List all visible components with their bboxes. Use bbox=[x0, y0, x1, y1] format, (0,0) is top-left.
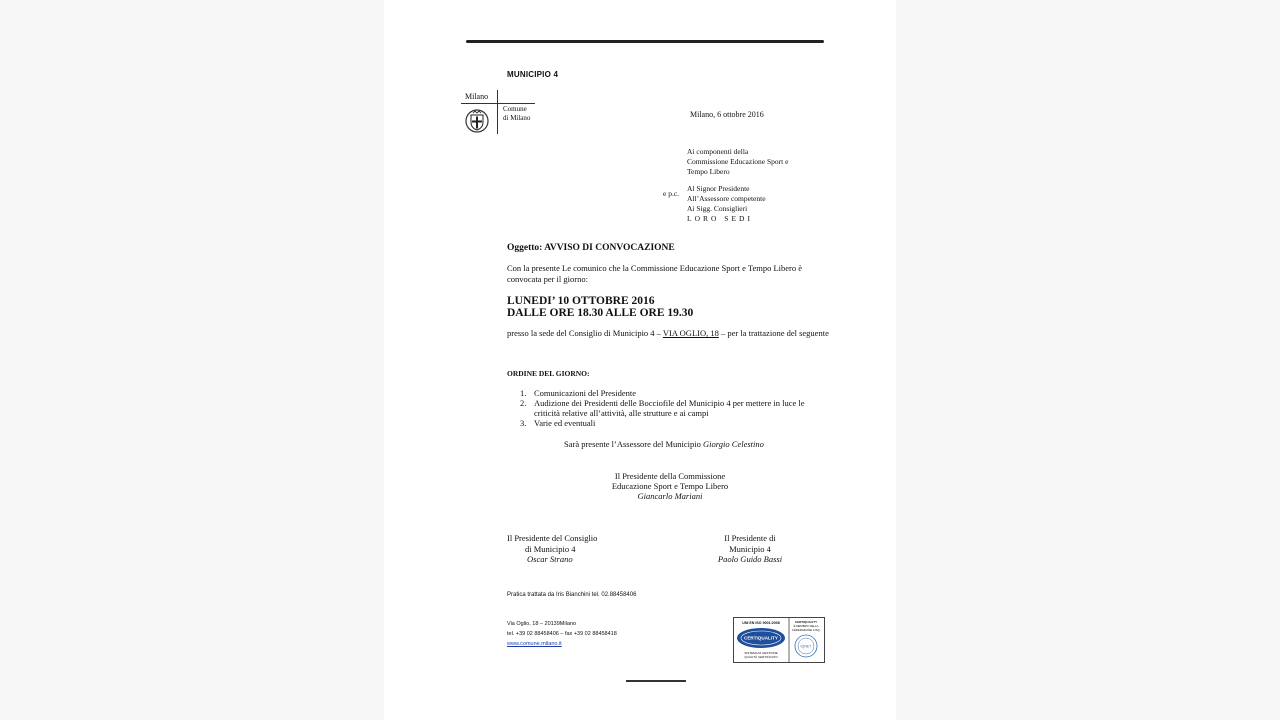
signature-title: Il Presidente di bbox=[724, 533, 776, 543]
document-page bbox=[384, 0, 896, 720]
agenda-title: ORDINE DEL GIORNO: bbox=[507, 369, 590, 378]
signature-name: Giancarlo Mariani bbox=[637, 491, 703, 501]
municipio-heading: MUNICIPIO 4 bbox=[507, 70, 559, 79]
subject-line: Oggetto: AVVISO DI CONVOCAZIONE bbox=[507, 243, 675, 253]
signature-title: Educazione Sport e Tempo Libero bbox=[611, 481, 729, 491]
assessore-note bbox=[564, 439, 764, 449]
assessore-text: Sarà presente l’Assessore del Municipio bbox=[564, 439, 704, 449]
logo-comune-line2: di Milano bbox=[503, 114, 531, 122]
epc-label: e p.c. bbox=[663, 189, 680, 198]
logo-divider-vertical bbox=[497, 90, 498, 134]
agenda-item-text: Audizione dei Presidenti delle Bocciofile del Municipio 4 per mettere in luce le criticità relative all’attività, alle strutture e ai campi bbox=[534, 398, 805, 418]
signature-title: Il Presidente del Consiglio bbox=[507, 533, 598, 543]
top-divider bbox=[466, 40, 824, 43]
signature-title: di Municipio 4 bbox=[525, 543, 576, 554]
pratica-note: Pratica trattata da Iris Bianchini tel. 02.88458406 bbox=[507, 592, 637, 598]
cc-line: Ai Sigg. Consiglieri bbox=[687, 204, 748, 213]
footer-phones: tel. +39 02 88458406 – fax +39 02 88458418 bbox=[507, 631, 617, 637]
signature-name: Oscar Strano bbox=[527, 554, 573, 564]
cert-caption: QUALITÀ CERTIFICATO bbox=[744, 655, 778, 659]
municipio-president-signature bbox=[700, 533, 800, 565]
footer-contacts bbox=[507, 619, 617, 649]
logo-comune-text bbox=[503, 105, 530, 123]
assessore-name: Giorgio Celestino bbox=[703, 439, 764, 449]
meeting-place bbox=[507, 328, 832, 339]
cc-line: Al Signor Presidente bbox=[687, 184, 750, 193]
intro-paragraph: Con la presente Le comunico che la Commissione Educazione Sport e Tempo Libero è convocata per il giorno: bbox=[507, 263, 803, 284]
logo-city-name: Milano bbox=[465, 92, 489, 101]
cc-line: All’Assessore competente bbox=[687, 194, 766, 203]
place-text-before: presso la sede del Consiglio di Municipio 4 – bbox=[507, 328, 663, 338]
cert-standard: UNI EN ISO 9001:2008 bbox=[742, 621, 780, 625]
recipient-line: Ai componenti della bbox=[687, 147, 749, 156]
agenda-item bbox=[520, 388, 830, 398]
agenda-item-text: Varie ed eventuali bbox=[534, 418, 596, 428]
meeting-datetime bbox=[507, 295, 693, 319]
recipient-line: Commissione Educazione Sport e bbox=[687, 157, 789, 166]
signature-title: Il Presidente della Commissione bbox=[614, 471, 726, 481]
meeting-date: LUNEDI’ 10 OTTOBRE 2016 bbox=[507, 295, 655, 307]
iqnet-label: IQNET bbox=[800, 644, 812, 649]
cisq-text: CERTIQUALITY bbox=[794, 620, 818, 624]
place-address: VIA OGLIO, 18 bbox=[662, 328, 719, 338]
footer-address: Via Oglio, 18 – 20139Milano bbox=[507, 621, 577, 627]
cert-brand: CERTIQUALITY bbox=[744, 635, 778, 641]
agenda-item-number: 1. bbox=[520, 388, 527, 398]
agenda-item-text: Comunicazioni del Presidente bbox=[534, 388, 636, 398]
logo-divider-horizontal bbox=[461, 103, 535, 104]
cert-caption: SISTEMA DI GESTIONE bbox=[744, 651, 778, 655]
meeting-hours: DALLE ORE 18.30 ALLE ORE 19.30 bbox=[507, 307, 694, 319]
crest-icon bbox=[463, 108, 491, 134]
agenda-list bbox=[520, 388, 830, 428]
agenda-item-number: 3. bbox=[520, 418, 527, 428]
agenda-item bbox=[520, 418, 830, 428]
recipient-line: Tempo Libero bbox=[687, 167, 730, 176]
signature-title: Municipio 4 bbox=[729, 543, 771, 554]
letter-date: Milano, 6 ottobre 2016 bbox=[690, 110, 764, 119]
council-president-signature bbox=[507, 533, 627, 565]
logo-comune-line1: Comune bbox=[503, 105, 527, 113]
cisq-text: È MEMBRO DELLA bbox=[793, 624, 819, 628]
signature-name: Paolo Guido Bassi bbox=[717, 554, 783, 564]
recipients-block bbox=[687, 147, 788, 177]
cc-block bbox=[687, 184, 766, 224]
bottom-divider bbox=[626, 680, 686, 682]
certification-badge bbox=[733, 617, 825, 663]
cisq-text: FEDERAZIONE CISQ bbox=[792, 628, 820, 632]
agenda-item-number: 2. bbox=[520, 398, 527, 408]
place-text-after: – per la trattazione del seguente bbox=[718, 328, 829, 338]
commission-president-signature bbox=[590, 471, 750, 501]
agenda-item bbox=[520, 398, 830, 418]
website-link[interactable]: www.comune.milano.it bbox=[507, 641, 562, 647]
cc-line: LORO SEDI bbox=[687, 214, 753, 223]
